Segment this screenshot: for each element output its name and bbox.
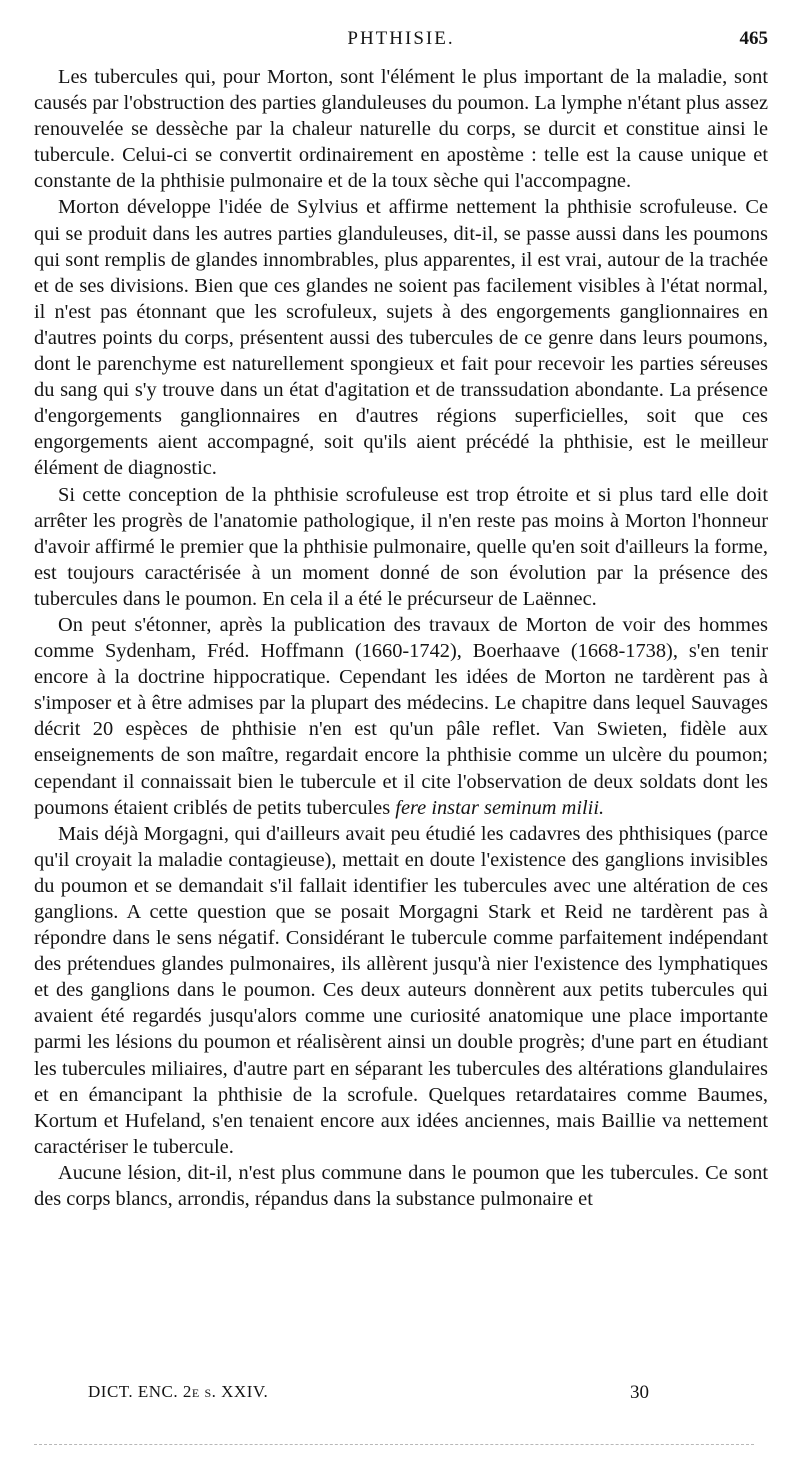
paragraph-text: On peut s'étonner, après la publication des travaux de Morton de voir des hommes comme Sydenham, Fréd. Hoffmann (1660-1742), Boerhaave (1668-1738), s'en tenir encore à la doctrine hippocratique. Cependant les idées de Morton ne tardèrent pas à s'imposer et à être admises par la plupart des médecins. Le chapitre dans lequel Sauvages décrit 20 espèces de phthisie n'en est qu'un pâle reflet. Van Swieten, fidèle aux enseignements de son maître, regardait encore la phthisie comme un ulcère du poumon; cependant il connaissait bien le tubercule et il cite l'observation de deux soldats dont les poumons étaient criblés de petits tubercules	[34, 613, 768, 819]
latin-quote: fere instar seminum milii.	[395, 796, 605, 819]
paragraph: Aucune lésion, dit-il, n'est plus commune dans le poumon que les tubercules. Ce sont des corps blancs, arrondis, répandus dans la substance pulmonaire et	[34, 1161, 768, 1211]
bottom-bleed-line	[34, 1444, 754, 1445]
paragraph: Mais déjà Morgagni, qui d'ailleurs avait peu étudié les cadavres des phthisiques (parce qu'il croyait la maladie contagieuse), mettait en doute l'existence des ganglions invisibles du poumon et se demandait s'il fallait identifier les tubercules avec une altération de ces ganglions. A cette question que se posait Morgagni Stark et Reid ne tardèrent pas à répondre dans le sens négatif. Considérant le tubercule comme parfaitement indépendant des prétendues glandes pulmonaires, ils allèrent jusqu'à nier l'existence des lymphatiques et des ganglions dans le poumon. Ces deux auteurs donnèrent aux petits tubercules qui avaient été regardés jusqu'alors comme une curiosité anatomique une place importante parmi les lésions du poumon et réalisèrent ainsi un double progrès; d'une part en étudiant les tubercules miliaires, d'autre part en séparant les tubercules des altérations glandulaires et en émancipant la phthisie de la scrofule. Quelques retardataires comme Baumes, Kortum et Hufeland, s'en tenaient encore aux idées anciennes, mais Baillie va nettement caractériser le tubercule.	[34, 822, 768, 1158]
signature-number: 30	[630, 1382, 649, 1403]
body-text	[34, 64, 768, 1212]
page-number: 465	[739, 28, 768, 49]
paragraph: Si cette conception de la phthisie scrofuleuse est trop étroite et si plus tard elle doit arrêter les progrès de l'anatomie pathologique, il n'en reste pas moins à Morton l'honneur d'avoir affirmé le premier que la phthisie pulmonaire, quelle qu'en soit d'ailleurs la forme, est toujours caractérisée à un moment donné de son évolution par la présence des tubercules dans le poumon. En cela il a été le précurseur de Laënnec.	[34, 483, 768, 610]
running-title: PHTHISIE.	[347, 28, 455, 49]
paragraph	[34, 612, 768, 821]
paragraph: Morton développe l'idée de Sylvius et affirme nettement la phthisie scrofuleuse. Ce qui se produit dans les autres parties glanduleuses, dit-il, se passe aussi dans les poumons qui sont remplis de glandes innombrables, plus apparentes, il est vrai, autour de la trachée et de ses divisions. Bien que ces glandes ne soient pas facilement visibles à l'état normal, il n'est pas étonnant que les scrofuleux, sujets à des engorgements ganglionnaires en d'autres points du corps, présentent aussi des tubercules de ce genre dans leurs poumons, dont le parenchyme est naturellement spongieux et fait pour recevoir les parties séreuses du sang qui s'y trouve dans un état d'agitation et de transsudation abondante. La présence d'engorgements ganglionnaires en d'autres régions superficielles, soit que ces engorgements aient accompagné, soit qu'ils aient précédé la phthisie, est le meilleur élément de diagnostic.	[34, 196, 768, 480]
paragraph: Les tubercules qui, pour Morton, sont l'élément le plus important de la maladie, sont causés par l'obstruction des parties glanduleuses du poumon. La lymphe n'étant plus assez renouvelée se dessèche par la chaleur naturelle du corps, se durcit et constitue ainsi le tubercule. Celui-ci se convertit ordinairement en apostème : telle est la cause unique et constante de la phthisie pulmonaire et de la toux sèche qui l'accompagne.	[34, 66, 768, 193]
printer-signature	[34, 1382, 768, 1408]
running-head	[34, 28, 768, 58]
signature-mark: DICT. ENC. 2e s. XXIV.	[88, 1382, 269, 1401]
